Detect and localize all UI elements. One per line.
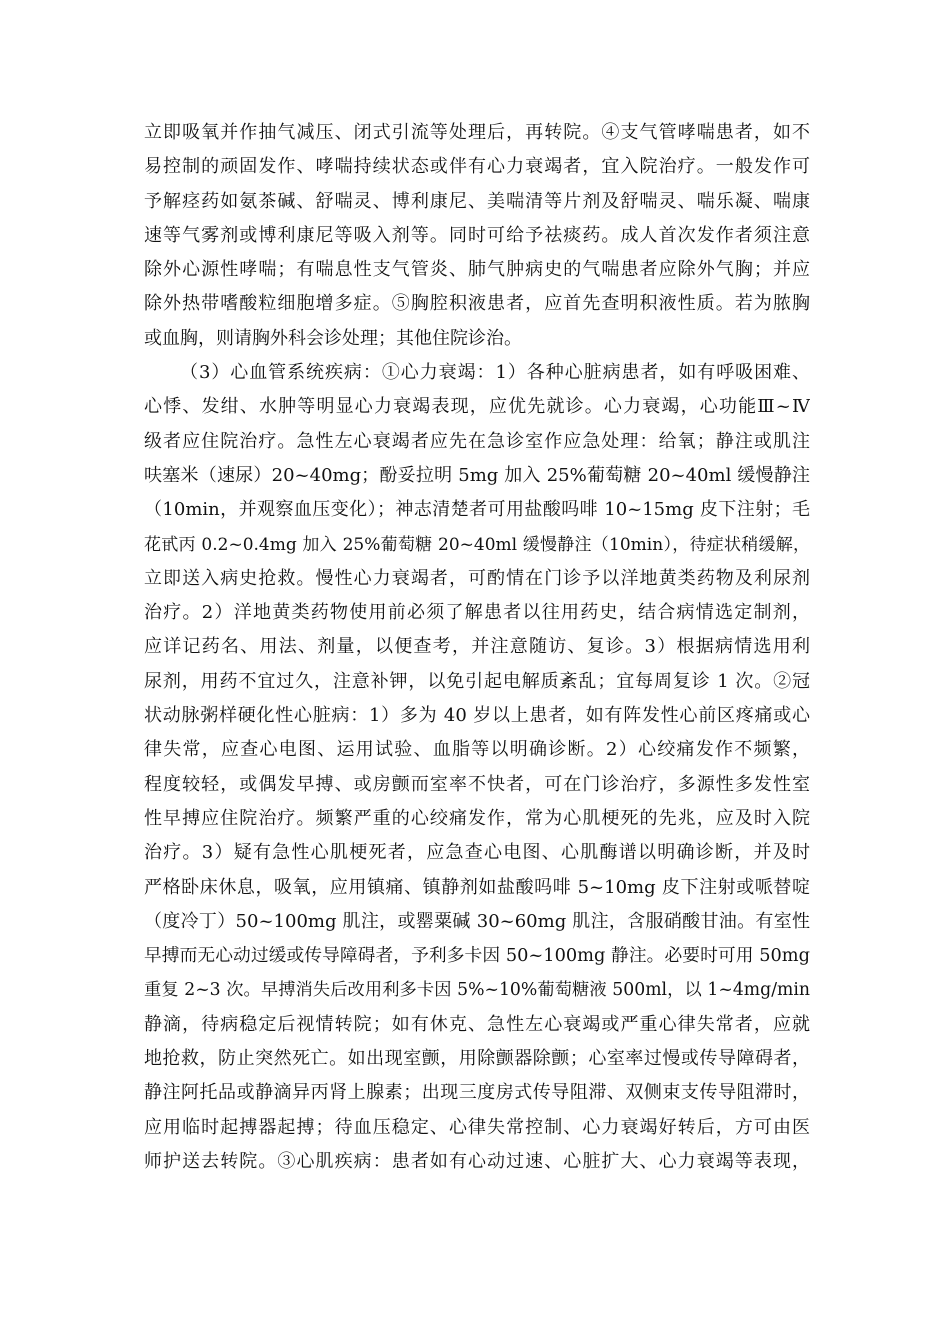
text-line: 静滴，待病稳定后视情转院；如有休克、急性左心衰竭或严重心律失常者，应就 [144,1013,810,1035]
text-line: 级者应住院治疗。急性左心衰竭者应先在急诊室作应急处理：给氧；静注或肌注 [144,430,810,452]
text-line: 速等气雾剂或博利康尼等吸入剂等。同时可给予祛痰药。成人首次发作者须注意 [144,224,810,246]
text-line: 呋塞米（速尿）20~40mg；酚妥拉明 5mg 加入 25%葡萄糖 20~40ml 缓慢静注 [144,464,810,486]
text-line: 尿剂，用药不宜过久，注意补钾，以免引起电解质紊乱；宜每周复诊 1 次。②冠 [144,670,810,692]
text-line: 心悸、发绀、水肿等明显心力衰竭表现，应优先就诊。心力衰竭，心功能Ⅲ~Ⅳ [144,396,810,418]
text-line: 除外心源性哮喘；有喘息性支气管炎、肺气肿病史的气喘患者应除外气胸；并应 [144,259,810,281]
text-line: 程度较轻，或偶发早搏、或房颤而室率不快者，可在门诊治疗，多源性多发性室 [144,773,810,795]
text-line: （10min，并观察血压变化）；神志清楚者可用盐酸吗啡 10~15mg 皮下注射；毛 [144,499,810,521]
text-line: 律失常，应查心电图、运用试验、血脂等以明确诊断。2）心绞痛发作不频繁， [144,739,810,761]
text-line: 应详记药名、用法、剂量，以便查考，并注意随访、复诊。3）根据病情选用利 [144,636,810,658]
text-line: 早搏而无心动过缓或传导障碍者，予利多卡因 50~100mg 静注。必要时可用 50mg [144,946,810,967]
text-line: 除外热带嗜酸粒细胞增多症。⑤胸腔积液患者，应首先查明积液性质。若为脓胸 [144,293,810,315]
text-line: 治疗。2）洋地黄类药物使用前必须了解患者以往用药史，结合病情选定制剂， [144,602,810,624]
text-line: 或血胸，则请胸外科会诊处理；其他住院诊治。 [144,327,522,349]
text-line: 应用临时起搏器起搏；待血压稳定、心律失常控制、心力衰竭好转后，方可由医 [144,1116,810,1138]
text-line: （度冷丁）50~100mg 肌注，或罂粟碱 30~60mg 肌注，含服硝酸甘油。有室性 [144,910,810,932]
text-line: （3）心血管系统疾病：①心力衰竭：1）各种心脏病患者，如有呼吸困难、 [180,362,810,384]
text-line: 状动脉粥样硬化性心脏病：1）多为 40 岁以上患者，如有阵发性心前区疼痛或心 [144,705,810,727]
text-line: 静注阿托品或静滴异丙肾上腺素；出现三度房式传导阻滞、双侧束支传导阻滞时， [144,1082,810,1104]
text-line: 师护送去转院。③心肌疾病：患者如有心动过速、心脏扩大、心力衰竭等表现， [144,1150,810,1172]
body-text [144,116,810,1179]
text-line: 地抢救，防止突然死亡。如出现室颤，用除颤器除颤；心室率过慢或传导障碍者， [144,1048,810,1070]
text-line: 重复 2~3 次。早搏消失后改用利多卡因 5%~10%葡萄糖液 500ml，以 1~4mg/min [144,980,810,1001]
text-line: 易控制的顽固发作、哮喘持续状态或伴有心力衰竭者，宜入院治疗。一般发作可 [144,156,810,178]
text-line: 性早搏应住院治疗。频繁严重的心绞痛发作，常为心肌梗死的先兆，应及时入院 [144,807,810,829]
text-line: 花甙丙 0.2~0.4mg 加入 25%葡萄糖 20~40ml 缓慢静注（10min），待症状稍缓解， [144,534,810,555]
text-line: 立即送入病史抢救。慢性心力衰竭者，可酌情在门诊予以洋地黄类药物及利尿剂 [144,567,810,589]
text-line: 予解痉药如氨茶碱、舒喘灵、博利康尼、美喘清等片剂及舒喘灵、喘乐凝、喘康 [144,190,810,212]
text-line: 立即吸氧并作抽气减压、闭式引流等处理后，再转院。④支气管哮喘患者，如不 [144,122,810,143]
text-line: 治疗。3）疑有急性心肌梗死者，应急查心电图、心肌酶谱以明确诊断，并及时 [144,842,810,864]
text-line: 严格卧床休息，吸氧，应用镇痛、镇静剂如盐酸吗啡 5~10mg 皮下注射或哌替啶 [144,876,810,898]
